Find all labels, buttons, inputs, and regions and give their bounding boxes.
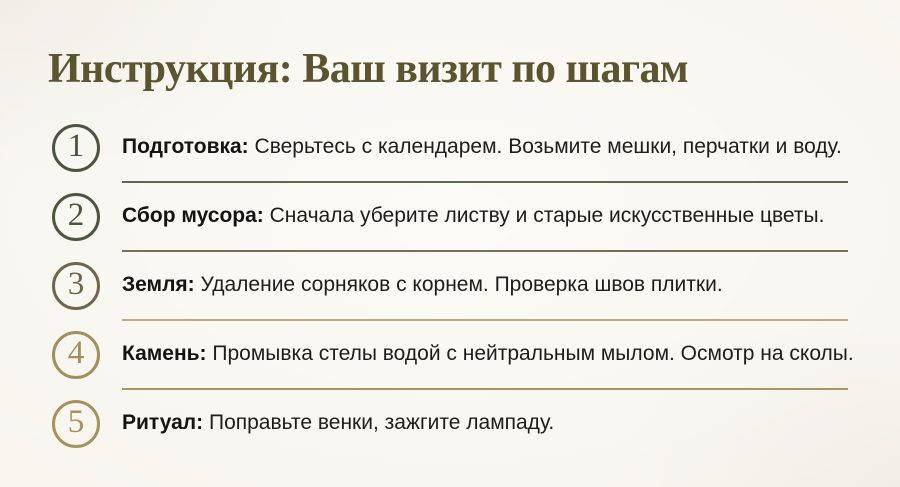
step-number-badge-3: [52, 262, 100, 310]
step-description: Сначала уберите листву и старые искусственные цветы.: [269, 204, 825, 228]
step-text-4: [122, 341, 854, 367]
step-number: 1: [67, 128, 85, 164]
step-row-2: [48, 183, 848, 250]
step-number: 2: [67, 197, 85, 233]
step-label: Подготовка:: [122, 135, 249, 159]
step-number-badge-2: [52, 193, 100, 241]
page-title: Инструкция: Ваш визит по шагам: [48, 46, 689, 92]
step-text-3: [122, 272, 723, 298]
step-row-4: [48, 321, 854, 388]
step-description: Промывка стелы водой с нейтральным мылом. Осмотр на сколы.: [212, 342, 854, 366]
step-description: Сверьтесь с календарем. Возьмите мешки, перчатки и воду.: [254, 135, 842, 159]
step-label: Ритуал:: [122, 411, 204, 435]
step-number-badge-5: [52, 400, 100, 448]
step-row-5: [48, 390, 848, 457]
steps-list: [48, 114, 854, 457]
step-description: Поправьте венки, зажгите лампаду.: [208, 411, 555, 435]
step-number-badge-4: [52, 331, 100, 379]
step-number: 5: [67, 404, 85, 440]
step-description: Удаление сорняков с корнем. Проверка швов плитки.: [200, 273, 723, 297]
step-number: 3: [67, 266, 85, 302]
step-number: 4: [67, 335, 85, 371]
step-label: Земля:: [122, 273, 195, 297]
step-text-1: [122, 134, 842, 160]
step-label: Камень:: [122, 342, 207, 366]
step-text-2: [122, 203, 824, 229]
step-text-5: [122, 410, 554, 436]
step-row-3: [48, 252, 848, 319]
step-label: Сбор мусора:: [122, 204, 264, 228]
step-number-badge-1: [52, 124, 100, 172]
step-row-1: [48, 114, 848, 181]
